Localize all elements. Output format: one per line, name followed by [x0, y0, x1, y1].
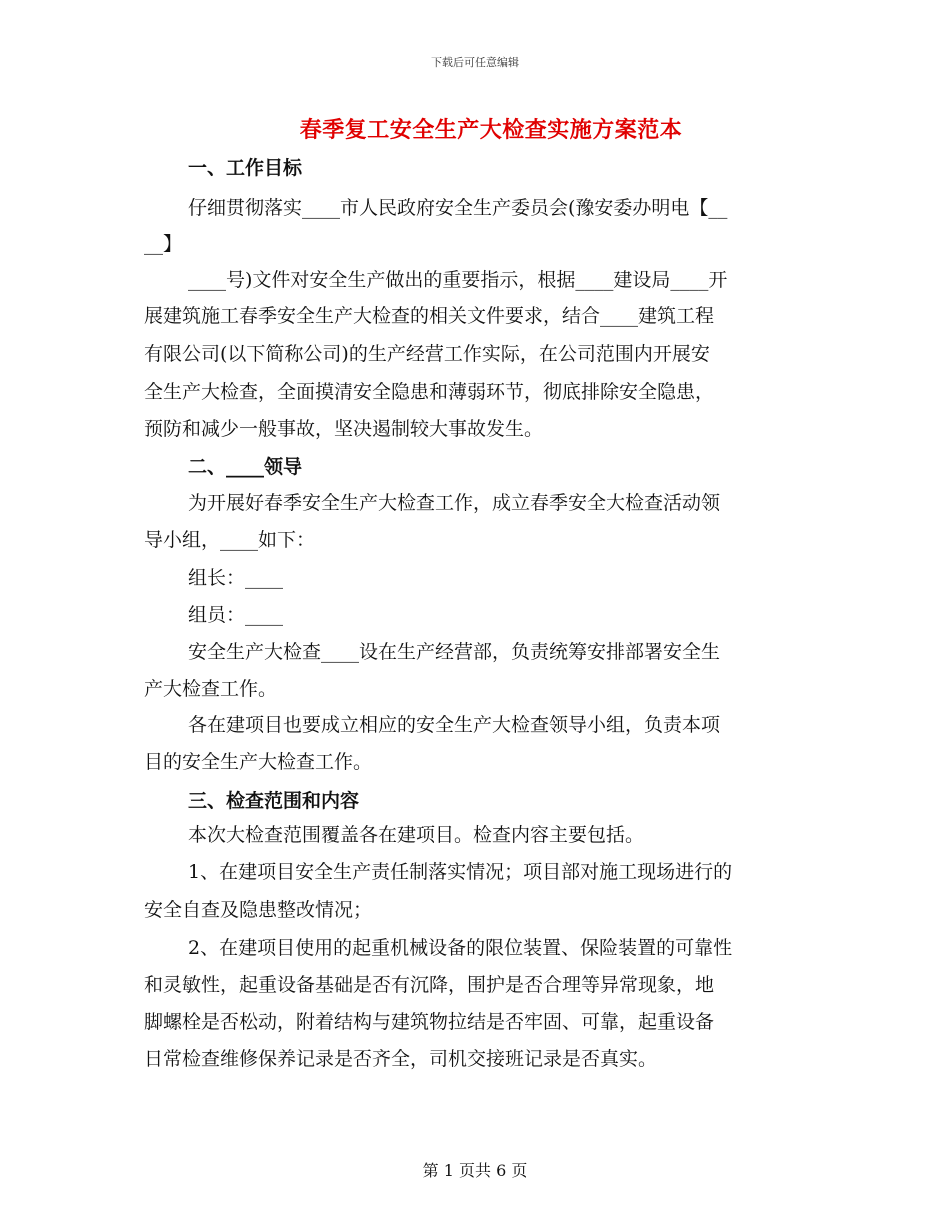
list-item-1: 1、在建项目安全生产责任制落实情况；项目部对施工现场进行的 — [188, 861, 733, 883]
paragraph-line: 目的安全生产大检查工作。 — [144, 751, 373, 773]
paragraph-line: ____号)文件对安全生产做出的重要指示，根据____建设局____开 — [188, 269, 728, 291]
section-heading-scope: 三、检查范围和内容 — [188, 790, 360, 812]
paragraph-line: __】 — [144, 233, 183, 255]
paragraph-line: 日常检查维修保养记录是否齐全，司机交接班记录是否真实。 — [144, 1048, 658, 1070]
paragraph-line: 全生产大检查，全面摸清安全隐患和薄弱环节，彻底排除安全隐患， — [144, 381, 715, 403]
paragraph-line: 和灵敏性，起重设备基础是否有沉降，围护是否合理等异常现象，地 — [144, 974, 715, 996]
document-title: 春季复工安全生产大检查实施方案范本 — [299, 117, 683, 143]
paragraph-line: 产大检查工作。 — [144, 678, 278, 700]
section-heading-work-goal: 一、工作目标 — [188, 157, 303, 179]
list-item-2: 2、在建项目使用的起重机械设备的限位装置、保险装置的可靠性 — [188, 937, 733, 959]
team-leader-line: 组长：____ — [188, 567, 284, 589]
paragraph-line: 展建筑施工春季安全生产大检查的相关文件要求，结合____建筑工程 — [144, 305, 715, 327]
paragraph-line: 安全自查及隐患整改情况； — [144, 899, 373, 921]
page-footer: 第 1 页共 6 页 — [422, 1161, 528, 1180]
paragraph-line: 为开展好春季安全生产大检查工作，成立春季安全大检查活动领 — [188, 492, 721, 514]
paragraph-line: 预防和减少一般事故，坚决遏制较大事故发生。 — [144, 418, 544, 440]
header-note: 下载后可任意编辑 — [431, 56, 519, 69]
paragraph-line: 本次大检查范围覆盖各在建项目。检查内容主要包括。 — [188, 824, 645, 846]
paragraph-line: 仔细贯彻落实____市人民政府安全生产委员会(豫安委办明电【__ — [188, 197, 728, 219]
paragraph-line: 有限公司(以下简称公司)的生产经营工作实际，在公司范围内开展安 — [144, 343, 710, 365]
section-heading-leadership: 二、____领导 — [188, 456, 303, 478]
paragraph-line: 脚螺栓是否松动，附着结构与建筑物拉结是否牢固、可靠，起重设备 — [144, 1011, 715, 1033]
paragraph-line: 各在建项目也要成立相应的安全生产大检查领导小组，负责本项 — [188, 714, 721, 736]
team-member-line: 组员：____ — [188, 604, 284, 626]
paragraph-line: 导小组，____如下： — [144, 529, 316, 551]
paragraph-line: 安全生产大检查____设在生产经营部，负责统筹安排部署安全生 — [188, 641, 721, 663]
